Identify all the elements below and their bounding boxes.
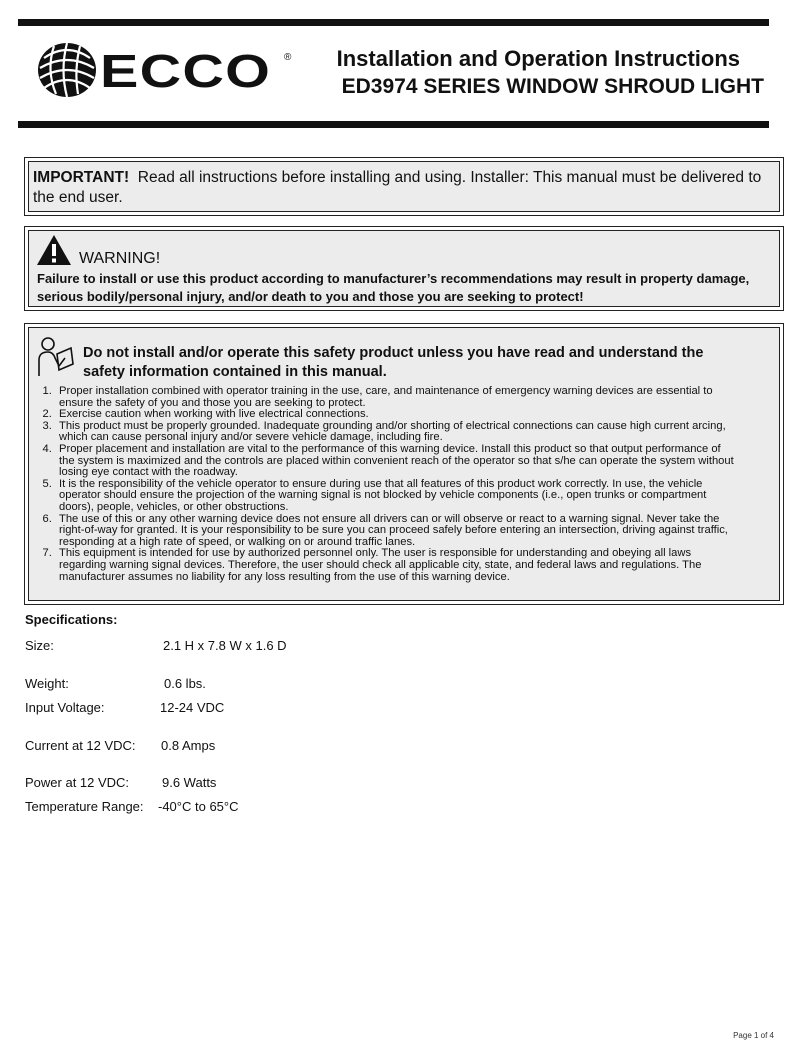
- safety-item: 6. The use of this or any other warning device does not ensure all drivers can or will observe or react to a warning signal. Never take the right-of-way for granted. It is your responsibility to be sure you can proceed safely before entering an intersection, driving against traffic, responding at a high rate of speed, or walking on or around traffic lanes.: [55, 514, 739, 549]
- spec-power-label: Power at 12 VDC:: [25, 775, 130, 790]
- specifications-title: Specifications:: [25, 612, 118, 627]
- page-number: Page 1 of 4: [733, 1031, 774, 1040]
- ecco-logo: [36, 40, 296, 100]
- spec-voltage-value: 12-24 VDC: [160, 700, 225, 715]
- safety-item: 7. This equipment is intended for use by authorized personnel only. The user is responsible for understanding and obeying all laws regarding warning signal devices. Therefore, the user should check all applicable city, state, and federal laws and regulations. The manufacturer assumes no liability for any loss resulting from the use of this warning device.: [55, 548, 739, 583]
- spec-voltage-label: Input Voltage:: [25, 700, 105, 715]
- doc-title: Installation and Operation Instructions: [336, 46, 740, 71]
- spec-current-label: Current at 12 VDC:: [25, 738, 136, 753]
- spec-temp-value: -40°C to 65°C: [158, 799, 239, 814]
- safety-list: [35, 386, 739, 583]
- spec-weight-value: 0.6 lbs.: [164, 676, 206, 691]
- spec-weight-label: Weight:: [25, 676, 69, 691]
- safety-heading: Do not install and/or operate this safety product unless you have read and understand the safety information contained in this manual.: [83, 345, 704, 380]
- important-box: [24, 157, 784, 216]
- read-manual-icon: [35, 336, 75, 378]
- ecco-globe-icon: [36, 40, 98, 100]
- top-rule: [18, 19, 769, 26]
- safety-item: 4. Proper placement and installation are vital to the performance of this warning device. Install this product so that output performance of the system is maximized and the controls are placed within convenient reach of the operator so that s/he can operate the system without losing eye contact with the roadway.: [55, 444, 739, 479]
- spec-size-value: 2.1 H x 7.8 W x 1.6 D: [163, 638, 287, 653]
- warning-text: Failure to install or use this product according to manufacturer’s recommendations may result in property damage, serious bodily/personal injury, and/or death to you and those you are seeking to protect!: [37, 271, 750, 304]
- safety-box: [24, 323, 784, 605]
- important-label: IMPORTANT!: [33, 169, 130, 186]
- brand-name: ECCO: [100, 45, 272, 97]
- safety-item: 1. Proper installation combined with operator training in the use, care, and maintenance of emergency warning devices are essential to ensure the safety of you and those you are seeking to protect.: [55, 386, 739, 409]
- spec-current-value: 0.8 Amps: [161, 738, 216, 753]
- safety-item: 2. Exercise caution when working with live electrical connections.: [55, 409, 739, 421]
- warning-triangle-icon: [35, 233, 73, 267]
- warning-box: [24, 226, 784, 311]
- spec-power-value: 9.6 Watts: [162, 775, 217, 790]
- important-box-inner: [28, 161, 780, 212]
- product-title: ED3974 SERIES WINDOW SHROUD LIGHT: [341, 75, 764, 98]
- bottom-header-rule: [18, 121, 769, 128]
- warning-box-inner: [28, 230, 780, 307]
- safety-item: 3. This product must be properly grounded. Inadequate grounding and/or shorting of electrical connections can cause high current arcing, which can cause personal injury and/or severe vehicle damage, including fire.: [55, 421, 739, 444]
- spec-size-label: Size:: [25, 638, 54, 653]
- important-text: Read all instructions before installing and using. Installer: This manual must be delivered to the end user.: [33, 169, 762, 206]
- safety-item: 5. It is the responsibility of the vehicle operator to ensure during use that all features of this product work correctly. In use, the vehicle operator should ensure the projection of the warning signal is not blocked by vehicle components (i.e., open trunks or compartment doors), people, vehicles, or other obstructions.: [55, 479, 739, 514]
- warning-title: WARNING!: [79, 250, 161, 267]
- important-text-block: [33, 168, 769, 208]
- safety-box-inner: [28, 327, 780, 601]
- registered-mark: ®: [284, 52, 292, 63]
- spec-temp-label: Temperature Range:: [25, 799, 144, 814]
